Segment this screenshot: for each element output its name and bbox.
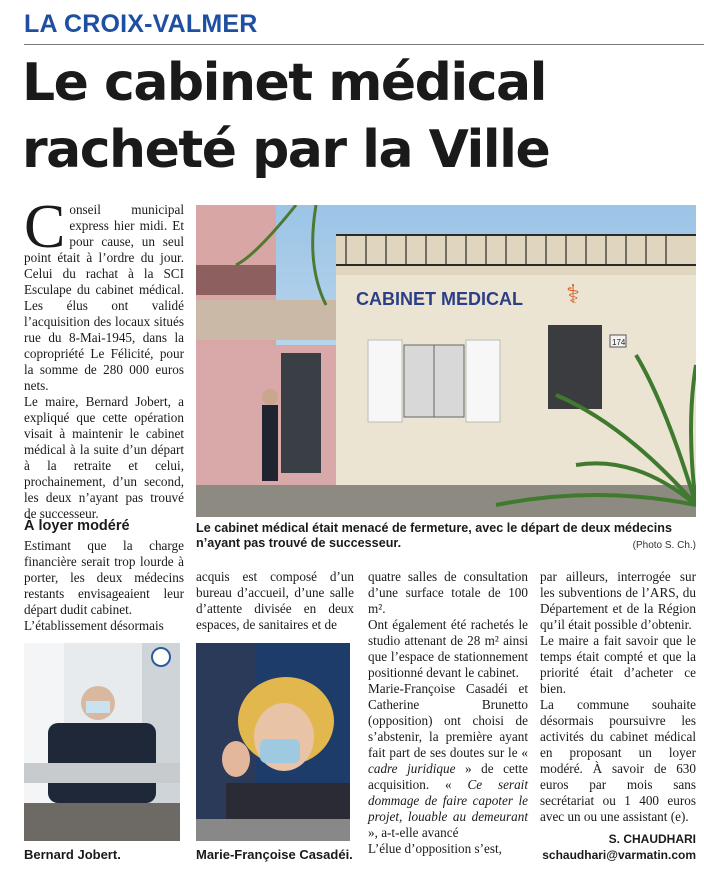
article-paragraph-4: L’établissement désormais bbox=[24, 618, 164, 633]
main-photo-caption: Le cabinet médical était menacé de fermeture, avec le départ de deux médecins n’ayant pas trouvé de successeur. bbox=[196, 521, 672, 550]
headline-line-2: racheté par la Ville bbox=[22, 120, 550, 180]
photo-bernard-jobert bbox=[24, 643, 180, 841]
article-paragraph-1: Conseil municipal express hier midi. Et pour cause, un seul point était à l’ordre du jour. Celui du rachat à la SCI Esculape du cabinet médical. Les élus ont validé l’acquisition des locaux situés rue du 8-Mai-1945, dans la copropriété Le Félicité, pour la somme de 280 000 euros nets. bbox=[24, 193, 184, 393]
author-signature: S. CHAUDHARI bbox=[608, 832, 696, 846]
main-photo bbox=[196, 205, 696, 517]
col4-paragraph-2: Le maire a fait savoir que le temps était compté et que la priorité était d’acheter ce bien. bbox=[540, 633, 696, 696]
article-col3 bbox=[368, 569, 528, 857]
photo-credit: (Photo S. Ch.) bbox=[632, 540, 696, 551]
street-number: 174 bbox=[612, 338, 626, 347]
headline bbox=[22, 50, 702, 184]
col3-paragraph-3: Marie-Françoise Casadéi et Catherine Brunetto (opposition) ont choisi de s’abstenir, la première ayant fait part de ses doutes sur le « cadre juridique » de cette acquisition. « Ce serait dommage de faire capoter le projet, louable au demeurant », a-t-elle avancé bbox=[368, 681, 528, 840]
photo-caption-casadei: Marie-Françoise Casadéi. bbox=[196, 847, 353, 862]
article-col2: acquis est composé d’un bureau d’accueil, d’une salle d’attente divisée en deux espaces, de sanitaires et de bbox=[196, 569, 354, 632]
kicker-divider bbox=[24, 44, 704, 45]
article-col4 bbox=[540, 569, 696, 825]
photo-caption-bernard: Bernard Jobert. bbox=[24, 847, 121, 862]
col4-paragraph-3: La commune souhaite désormais poursuivre les activités du cabinet médical en proposant un loyer modéré. À savoir de 630 euros par mois sans secrétariat ou 1 400 euros avec un ou une assistant (e). bbox=[540, 697, 696, 824]
col3-paragraph-1: quatre salles de consultation d’une surface totale de 100 m². bbox=[368, 569, 528, 616]
headline-line-1: Le cabinet médical bbox=[22, 53, 546, 113]
article-paragraph-3: Estimant que la charge financière serait trop lourde à porter, les deux médecins restants envisageaient leur départ dudit cabinet. bbox=[24, 538, 184, 617]
article-col1-top bbox=[24, 193, 184, 522]
col3-paragraph-2: Ont également été rachetés le studio attenant de 28 m² ainsi que l’espace de stationnement positionné devant le cabinet. bbox=[368, 617, 528, 680]
article-col1-bottom bbox=[24, 538, 184, 634]
building-illustration bbox=[196, 205, 696, 517]
article-paragraph-2: Le maire, Bernard Jobert, a expliqué que cette opération visait à maintenir le cabinet médical à la suite d’un départ à la retraite et celui, prochainement, d’un second, les deux n’ayant pas trouvé de successeur. bbox=[24, 394, 184, 521]
photo-marie-francoise-casadei bbox=[196, 643, 350, 841]
col3-paragraph-4: L’élue d’opposition s’est, bbox=[368, 841, 502, 856]
author-email[interactable]: schaudhari@varmatin.com bbox=[542, 848, 696, 862]
dropcap: C bbox=[24, 193, 66, 261]
article-subhead: À loyer modéré bbox=[24, 518, 130, 534]
caduceus-icon: ⚕ bbox=[566, 280, 581, 310]
col4-paragraph-1: par ailleurs, interrogée sur les subventions de l’ARS, du Département et de la Région qu’il était possible d’obtenir. bbox=[540, 569, 696, 632]
section-kicker: LA CROIX-VALMER bbox=[24, 10, 258, 38]
cabinet-sign: CABINET MEDICAL bbox=[356, 289, 523, 309]
portrait-casadei-illustration bbox=[196, 643, 350, 841]
portrait-bernard-illustration bbox=[24, 643, 180, 841]
